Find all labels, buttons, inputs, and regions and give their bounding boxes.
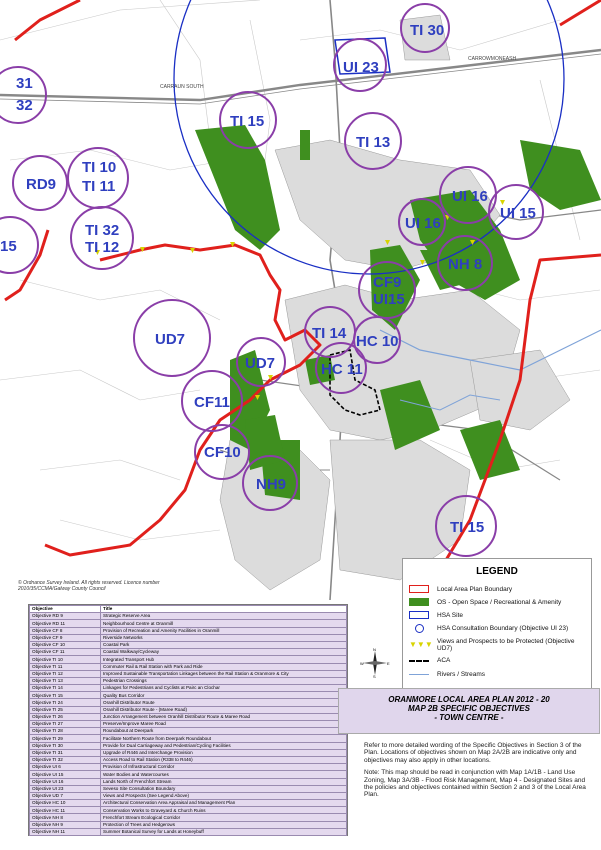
objective-code: Objective TI 14 [30,685,101,692]
objective-title: Integrated Transport Hub [101,656,347,663]
header-objective: Objective [30,606,101,613]
objective-code: Objective TI 27 [30,721,101,728]
svg-text:N: N [373,648,376,652]
objective-title: Oranhill Distributor Route - (Maree Road) [101,706,347,713]
map-title: MAP 2B SPECIFIC OBJECTIVES [408,704,530,713]
rivers-swatch [409,674,429,676]
objective-title: Commuter Rail & Rail Station with Park and Ride [101,663,347,670]
table-row [30,800,347,807]
notes-paragraph-1: Refer to more detailed wording of the Specific Objectives in Section 3 of the Plan. Locations of objectives shown on Map 2A/2B are indicative only and objectives may also apply in other locations. [364,742,582,764]
label-ti11: TI 11 [82,178,116,195]
table-row [30,721,347,728]
label-ti30: TI 30 [410,22,445,39]
objective-title: Upgrade of R446 and Interchange Provision [101,749,347,756]
plan-boundary-swatch [409,585,429,593]
objective-code: Objective HC 11 [30,807,101,814]
table-row [30,670,347,677]
objective-title: Conservation Works to Graveyard & Church Ruins [101,807,347,814]
objective-title: Lands North of Frenchfort Stream [101,778,347,785]
table-row [30,814,347,821]
views-swatch: ▼▼▼ [409,640,433,649]
table-row [30,663,347,670]
table-row [30,699,347,706]
table-row [30,821,347,828]
legend-item-aca: ACA [409,657,577,664]
label-ud7b: UD7 [245,355,276,372]
label-cf10: CF10 [204,444,241,461]
table-row [30,713,347,720]
svg-text:E: E [387,661,390,666]
open-space-swatch [409,598,429,606]
table-row [30,685,347,692]
objective-code: Objective RD 9 [30,613,101,620]
label-ui15a: UI 15 [500,205,536,222]
label-nh8: NH 8 [448,256,483,273]
label-31: 31 [16,75,33,92]
objective-title: Access Road to Rail Station (R338 to R446) [101,756,347,763]
objective-code: Objective UI 15 [30,771,101,778]
objective-code: Objective TI 25 [30,706,101,713]
objective-title: Roundabout at Deerpark [101,728,347,735]
objective-title: Improved Sustainable Transportation Linkages between the Rail Station & Oranmore & City [101,670,347,677]
objective-code: Objective TI 12 [30,670,101,677]
label-cf11: CF11 [194,394,230,411]
objective-code: Objective TI 15 [30,692,101,699]
table-row [30,620,347,627]
objective-code: Objective TI 29 [30,735,101,742]
objective-code: Objective TI 11 [30,663,101,670]
objective-code: Objective TI 30 [30,742,101,749]
objective-title: Provision of Infrastructural Corridor [101,764,347,771]
label-ti10: TI 10 [82,159,117,176]
plan-boundary-nw [15,0,80,40]
label-cf9: CF9 [373,274,402,291]
legend-title: LEGEND [476,566,518,577]
table-row [30,634,347,641]
label-ti32: TI 32 [85,222,120,239]
objective-title: Facilitate Northern Route from Deerpark Roundabout [101,735,347,742]
objective-title: Oranhill Distributor Route [101,699,347,706]
road-label-west: CARRAUN SOUTH [160,84,204,90]
objective-code: Objective CF 9 [30,634,101,641]
objective-title: Riverside Networks [101,634,347,641]
objective-code: Objective UI 16 [30,778,101,785]
table-row [30,649,347,656]
objective-code: Objective RD 11 [30,620,101,627]
objective-code: Objective TI 32 [30,756,101,763]
table-row [30,828,347,835]
objective-title: Coastal Walkway/Cycleway [101,649,347,656]
table-row [30,792,347,799]
table-row [30,756,347,763]
table-header-row [30,606,347,613]
legend-item-rivers: Rivers / Streams [409,671,577,678]
objective-code: Objective NH 8 [30,814,101,821]
objective-code: Objective CF 11 [30,649,101,656]
copyright-notice: © Ordnance Survey Ireland. All rights reserved. Licence number 2010/35/CCMA/Galway County Council [18,580,160,592]
notes [364,742,590,804]
label-ui15b: UI15 [373,291,405,308]
aca-swatch [409,660,429,662]
table-row [30,728,347,735]
legend-item-hsa-consultation: HSA Consultation Boundary (Objective UI 23) [409,624,577,632]
objective-title: Preserve/Improve Maree Road [101,721,347,728]
table-row [30,778,347,785]
table-row [30,656,347,663]
label-ti15a: TI 15 [230,113,265,130]
objective-title: Quality Bus Corridor [101,692,347,699]
label-ti15b: TI 15 [450,519,485,536]
label-15: 15 [0,238,17,255]
map-subtitle: - TOWN CENTRE - [434,713,504,722]
objective-title: Linkages for Pedestrians and Cyclists at Pairc an Clochar [101,685,347,692]
notes-paragraph-2: Note: This map should be read in conjunction with Map 1A/1B - Land Use Zoning, Map 3A/3B - Flood Risk Management, Map 4 - Designated Sites and the policies and objectives contained within Section 2 and 3 of the Local Area Plan. [364,769,586,799]
label-hc11: HC 11 [321,361,363,378]
label-nh9: NH9 [256,476,287,493]
objectives-table [28,604,348,836]
objective-title: Water Bodies and Watercourses [101,771,347,778]
label-ui23: UI 23 [343,59,379,76]
objective-code: Objective TI 24 [30,699,101,706]
label-ti14: TI 14 [312,325,347,342]
objective-code: Objective TI 26 [30,713,101,720]
objective-code: Objective TI 10 [30,656,101,663]
objective-code: Objective HC 10 [30,800,101,807]
objective-title: Coastal Park [101,641,347,648]
svg-text:W: W [360,661,364,666]
objective-title: Provide for Dual Carriageway and Pedestrian/Cycling Facilities [101,742,347,749]
label-hc10: HC 10 [356,333,399,350]
road-label-east: CARROWMONEASH [468,56,517,62]
objective-code: Objective TI 31 [30,749,101,756]
legend-item-hsa-site: HSA Site [409,611,577,619]
objective-title: Protection of Trees and Hedgerows [101,821,347,828]
svg-text:S: S [373,674,376,678]
objective-code: Objective NH 9 [30,821,101,828]
objective-title: Architectural Conservation Area Appraisal and Management Plan [101,800,347,807]
label-ui16b: UI 16 [405,215,441,232]
objective-code: Objective NH 11 [30,828,101,835]
label-ui16a: UI 16 [452,188,488,205]
table-row [30,785,347,792]
objective-code: Objective TI 28 [30,728,101,735]
objective-title: Strategic Reserve Area [101,613,347,620]
objective-title: Neighbourhood Centre at Oranmill [101,620,347,627]
hsa-consultation-swatch [409,624,429,632]
label-32: 32 [16,97,33,114]
table-row [30,627,347,634]
label-ti12: TI 12 [85,239,120,256]
objective-code: Objective UI 23 [30,785,101,792]
plan-title: ORANMORE LOCAL AREA PLAN 2012 - 20 [388,695,550,704]
legend-item-open-space: OS - Open Space / Recreational & Amenity [409,598,577,606]
table-row [30,749,347,756]
label-ti13: TI 13 [356,134,391,151]
plan-title-block [338,688,600,734]
objective-code: Objective CF 10 [30,641,101,648]
legend [402,558,592,690]
table-row [30,807,347,814]
objective-code: Objective CF 8 [30,627,101,634]
north-arrow-icon [360,648,390,678]
table-row [30,706,347,713]
header-title: Title [101,606,347,613]
objective-code: Objective UI 6 [30,764,101,771]
table-row [30,677,347,684]
hsa-site-swatch [409,611,429,619]
table-row [30,771,347,778]
objective-title: Views and Prospects (See Legend Above) [101,792,347,799]
objective-code: Objective TI 13 [30,677,101,684]
objective-title: Junction Arrangement between Oranhill Distributor Route & Maree Road [101,713,347,720]
label-rd9: RD9 [26,176,57,193]
objective-title: Provision of Recreation and Amenity Facilities in Oranmill [101,627,347,634]
table-row [30,764,347,771]
objective-title: Pedestrian Crossings [101,677,347,684]
table-row [30,735,347,742]
table-row [30,742,347,749]
objective-title: Seveso Site Consultation Boundary [101,785,347,792]
legend-item-views: ▼▼▼ Views and Prospects to be Protected (Objective UD7) [409,638,575,652]
objective-title: Summer Botanical Survey for Lands at Honeybuff [101,828,347,835]
table-row [30,613,347,620]
objective-title: Frenchfort Stream Ecological Corridor [101,814,347,821]
objective-code: Objective UD 7 [30,792,101,799]
label-ud7a: UD7 [155,331,186,348]
plan-boundary-ne [560,0,601,25]
legend-item-plan-boundary: Local Area Plan Boundary [409,585,577,593]
table-row [30,641,347,648]
table-row [30,692,347,699]
